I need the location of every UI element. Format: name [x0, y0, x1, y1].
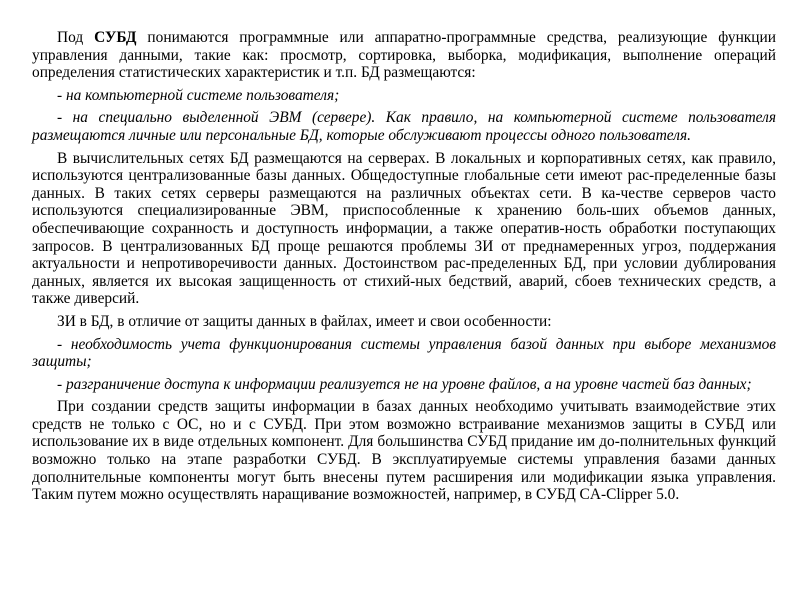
paragraph-dbms-definition [32, 29, 776, 82]
paragraph-dbms-definition-text: понимаются программные или аппаратно-программные средства, реализующие функции управления данными, такие как: просмотр, сортировка, выборка, модификация, выполнение операций определения статистических характеристик и т.п. БД размещаются: [32, 29, 776, 82]
paragraph-protection-tools: При создании средств защиты информации в базах данных необходимо учитывать взаимодействие этих средств не только с ОС, но и с СУБД. При этом возможно встраивание механизмов защиты в СУБД или использование их в виде отдельных компонент. Для большинства СУБД придание им до-полнительных функций возможно только на этапе разработки СУБД. В эксплуатируемые системы управления базами данных дополнительные компоненты могут быть внесены путем расширения или модификации языка управления. Таким путем можно осуществлять наращивание возможностей, например, в СУБД CA-Clipper 5.0. [32, 398, 776, 504]
list-item-dbms-mechanisms: - необходимость учета функционирования системы управления базой данных при выборе механизмов защиты; [32, 335, 776, 371]
paragraph-lead: Под [57, 29, 95, 46]
paragraph-protection-features: ЗИ в БД, в отличие от защиты данных в файлах, имеет и свои особенности: [57, 312, 552, 330]
paragraph-network-databases: В вычислительных сетях БД размещаются на серверах. В локальных и корпоративных сетях, как правило, используются централизованные базы данных. Общедоступные глобальные сети имеют рас-пределенные базы данных. В таких сетях серверы размещаются на различных объектах сети. В ка-честве серверов часто используются специализированные ЭВМ, приспособленные к хранению боль-ших объемов данных, обеспечивающие сохранность и доступность информации, а также оператив-ность обработки поступающих запросов. В централизованных БД проще решаются проблемы ЗИ от преднамеренных угроз, поддержания актуальности и непротиворечивости данных. Достоинством рас-пределенных БД, при условии дублирования данных, является их высокая защищенность от стихий-ных бедствий, аварий, сбоев технических средств, а также диверсий. [32, 149, 776, 308]
list-item-access-control: - разграничение доступа к информации реализуется не на уровне файлов, а на уровне частей баз данных; [57, 375, 752, 393]
list-item-user-system: - на компьютерной системе пользователя; [57, 86, 340, 104]
list-item-dedicated-server: - на специально выделенной ЭВМ (сервере). Как правило, на компьютерной системе пользователя размещаются личные или персональные БД, которые обслуживают процессы одного пользователя. [32, 109, 776, 144]
term-dbms: СУБД [94, 29, 137, 46]
document-body [32, 29, 776, 509]
